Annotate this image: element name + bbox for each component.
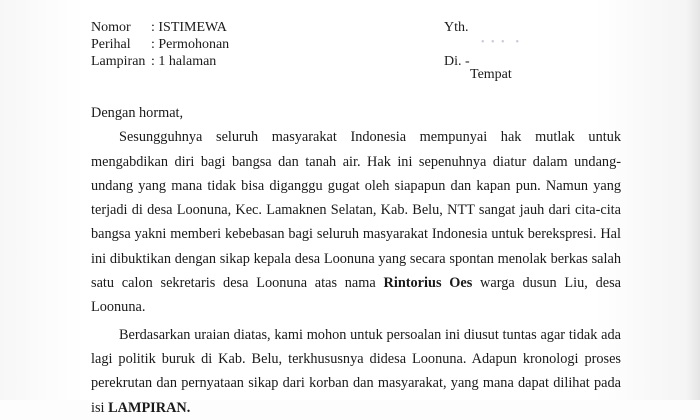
paragraph-2	[91, 323, 621, 420]
letter-body	[91, 101, 621, 420]
lampiran-label: Lampiran	[91, 54, 146, 69]
tempat-label: Tempat	[470, 67, 512, 82]
paragraph-1	[91, 125, 621, 319]
lampiran-line	[91, 53, 216, 71]
redacted-recipient-mark: • • • •	[481, 37, 522, 48]
di-line	[444, 53, 470, 71]
paragraph-1-text-a: Sesungguhnya seluruh masyarakat Indonesia mempunyai hak mutlak untuk mengabdikan diri bagi bangsa dan tanah air. Hak ini sepenuhnya diatur dalam undang-undang yang mana tidak bisa diganggu gugat oleh siapapun dan kapan pun. Namun yang terjadi di desa Loonuna, Kec. Lamaknen Selatan, Kab. Belu, NTT sangat jauh dari cita-cita bangsa yakni memberi kebebasan bagi seluruh masyarakat Indonesia untuk berekspresi. Hal ini dibuktikan dengan sikap kepala desa Loonuna yang secara spontan menolak berkas salah satu calon sekretaris desa Loonuna atas nama	[91, 129, 621, 292]
nomor-value: : ISTIMEWA	[151, 20, 227, 35]
nomor-label: Nomor	[91, 20, 131, 35]
paragraph-1-text-b: warga dusun Liu, desa Loonuna.	[91, 275, 621, 316]
tempat-line	[470, 66, 512, 84]
perihal-line	[91, 36, 229, 54]
paragraph-2-text: Berdasarkan uraian diatas, kami mohon untuk persoalan ini diusut tuntas agar tidak ada lagi politik buruk di Kab. Belu, terkhususnya didesa Loonuna. Adapun kronologi proses perekrutan dan pernyataan sikap dari korban dan masyarakat, yang mana dapat dilihat pada isi	[91, 326, 621, 416]
lampiran-value: : 1 halaman	[151, 54, 217, 69]
di-label: Di. -	[444, 54, 470, 69]
salutation: Dengan hormat,	[91, 105, 184, 121]
perihal-value: : Permohonan	[151, 37, 230, 52]
perihal-label: Perihal	[91, 37, 131, 52]
lampiran-reference: LAMPIRAN.	[108, 399, 191, 416]
yth-label: Yth.	[444, 20, 469, 35]
nomor-line	[91, 19, 227, 37]
person-name: Rintorius Oes	[383, 275, 473, 292]
yth-line	[444, 19, 469, 37]
page-edge-shadow	[686, 0, 700, 400]
